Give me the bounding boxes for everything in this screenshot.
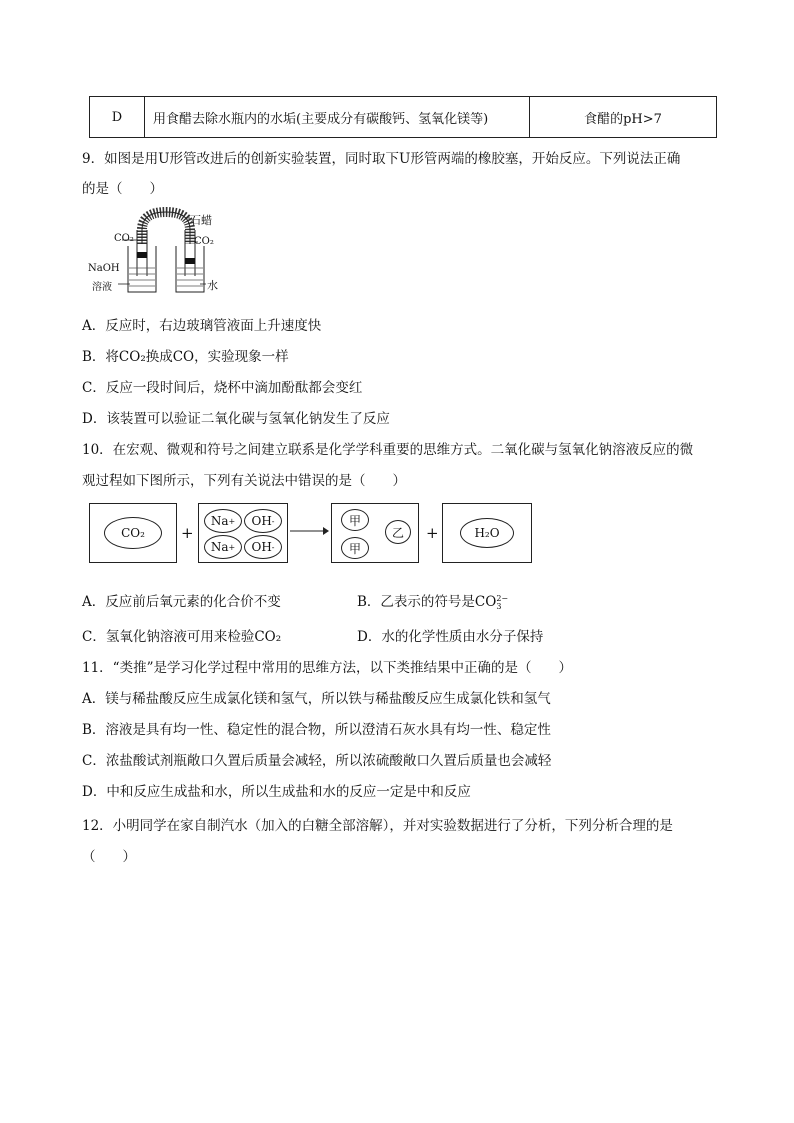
q10-option-a: A．反应前后氧元素的化合价不变 bbox=[82, 594, 281, 610]
q11-option-a: A．镁与稀盐酸反应生成氯化镁和氢气，所以铁与稀盐酸反应生成氯化铁和氢气 bbox=[82, 691, 551, 707]
left-tube-liquid bbox=[137, 252, 147, 258]
oh-ion: OH - bbox=[244, 509, 282, 533]
right-beaker bbox=[176, 246, 204, 292]
yi-particle: 乙 bbox=[385, 520, 411, 544]
table-cell-action: 用食醋去除水瓶内的水垢(主要成分有碳酸钙、氢氧化镁等) bbox=[145, 97, 530, 138]
h2o-molecule: H₂O bbox=[460, 518, 514, 548]
q9-stem-line2: 的是（ ） bbox=[82, 181, 163, 197]
table-row bbox=[90, 97, 717, 138]
label-co2-right: CO₂ bbox=[194, 236, 214, 247]
product-box bbox=[331, 503, 419, 563]
q9-option-b: B．将CO₂换成CO，实验现象一样 bbox=[82, 349, 289, 365]
table-cell-letter: D bbox=[90, 97, 145, 138]
jia-particle: 甲 bbox=[341, 509, 369, 531]
table-cell-reason: 食醋的pH>7 bbox=[530, 97, 717, 138]
q9-option-a: A．反应时，右边玻璃管液面上升速度快 bbox=[82, 318, 322, 334]
q9-option-d: D．该装置可以验证二氧化碳与氢氧化钠发生了反应 bbox=[82, 411, 390, 427]
jia-particle: 甲 bbox=[341, 537, 369, 559]
options-table bbox=[89, 96, 717, 138]
label-solution: 溶液 bbox=[92, 282, 112, 293]
oh-ion: OH - bbox=[244, 535, 282, 559]
q11-option-b: B．溶液是具有均一性、稳定性的混合物，所以澄清石灰水具有均一性、稳定性 bbox=[82, 722, 551, 738]
right-tube-liquid bbox=[185, 258, 195, 264]
co2-molecule: CO₂ bbox=[104, 517, 162, 549]
q10-option-b: B．乙表示的符号是CO 2− 3 bbox=[357, 593, 509, 611]
q11-option-c: C．浓盐酸试剂瓶敞口久置后质量会减轻，所以浓硫酸敞口久置后质量也会减轻 bbox=[82, 753, 552, 769]
q12-stem-line2: （ ） bbox=[82, 849, 136, 865]
plus-sign: + bbox=[426, 524, 439, 542]
label-co2-left: CO₂ bbox=[114, 233, 134, 244]
na-ion: Na + bbox=[204, 535, 242, 559]
q11-option-d: D．中和反应生成盐和水，所以生成盐和水的反应一定是中和反应 bbox=[82, 784, 471, 800]
naoh-box bbox=[198, 503, 288, 563]
water-box bbox=[442, 503, 532, 563]
q9-stem-line1: 9．如图是用U形管改进后的创新实验装置，同时取下U形管两端的橡胶塞，开始反应。下列说法正确 bbox=[82, 151, 681, 167]
q11-stem: 11．“类推”是学习化学过程中常用的思维方法，以下类推结果中正确的是（ ） bbox=[82, 660, 572, 676]
u-tube bbox=[142, 212, 190, 244]
arrow-right-icon bbox=[289, 526, 329, 536]
q10-option-d: D．水的化学性质由水分子保持 bbox=[357, 629, 544, 645]
na-ion: Na + bbox=[204, 509, 242, 533]
plus-sign: + bbox=[181, 524, 194, 542]
co2-box bbox=[89, 503, 177, 563]
label-naoh: NaOH bbox=[88, 263, 120, 274]
label-water: 水 bbox=[207, 279, 218, 292]
q10-stem-line2: 观过程如下图所示，下列有关说法中错误的是（ ） bbox=[82, 473, 406, 489]
q10-option-c: C．氢氧化钠溶液可用来检验CO₂ bbox=[82, 629, 282, 645]
q12-stem-line1: 12．小明同学在家自制汽水（加入的白糖全部溶解），并对实验数据进行了分析，下列分析合理的是 bbox=[82, 818, 673, 834]
q9-option-c: C．反应一段时间后，烧杯中滴加酚酞都会变红 bbox=[82, 380, 363, 396]
label-wax: 石蜡 bbox=[190, 214, 212, 227]
q10-stem-line1: 10．在宏观、微观和符号之间建立联系是化学学科重要的思维方式。二氧化碳与氢氧化钠溶液反应的微 bbox=[82, 442, 694, 458]
